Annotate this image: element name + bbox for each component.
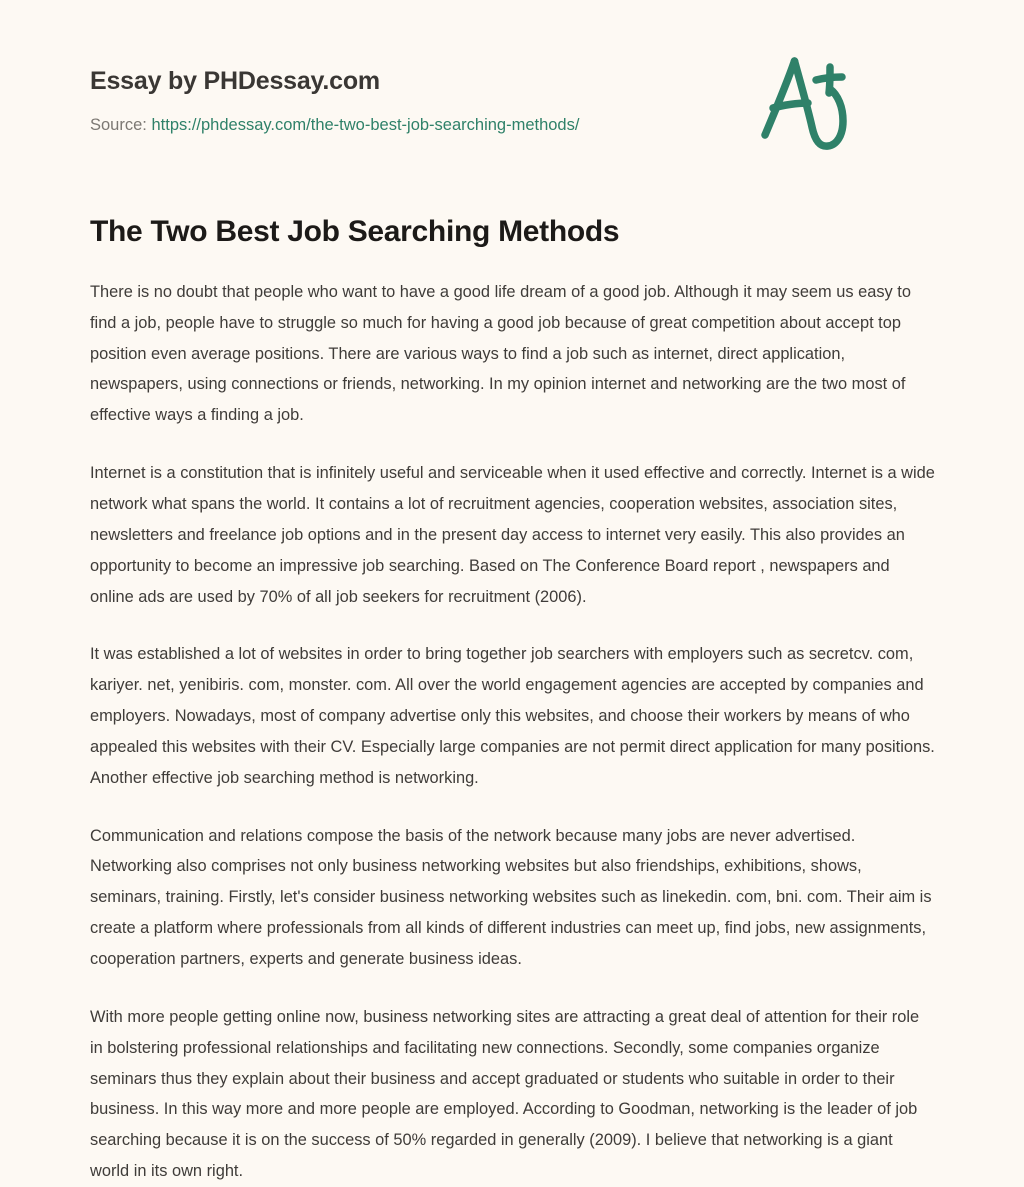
essay-body [90,277,935,1187]
paragraph: It was established a lot of websites in order to bring together job searchers with employers such as secretcv. com, kariyer. net, yenibiris. com, monster. com. All over the world engagement agencies are accepted by companies and employers. Nowadays, most of company advertise only this websites, and choose their workers by means of who appealed this websites with their CV. Especially large companies are not permit direct application for many positions. Another effective job searching method is networking. [90,645,935,787]
paragraph: With more people getting online now, business networking sites are attracting a great deal of attention for their role in bolstering professional relationships and facilitating new connections. Secondly, some companies organize seminars thus they explain about their business and accept graduated or students who suitable in order to their business. In this way more and more people are employed. According to Goodman, networking is the leader of job searching because it is on the success of 50% regarded in generally (2009). I believe that networking is a giant world in its own right. [90,1007,920,1181]
page-title: The Two Best Job Searching Methods [90,215,620,249]
source-label: Source: [90,116,147,134]
brand-title: Essay by PHDessay.com [90,67,380,95]
paragraph: Communication and relations compose the basis of the network because many jobs are never advertised. Networking also comprises not only business networking websites but also friendships, exhibitions, shows, seminars, training. Firstly, let's consider business networking websites such as linekedin. com, bni. com. Their aim is create a platform where professionals from all kinds of different industries can meet up, find jobs, new assignments, cooperation partners, experts and generate business ideas. [90,826,932,968]
source-url-link[interactable]: https://phdessay.com/the-two-best-job-searching-methods/ [151,116,580,134]
document-header [90,0,934,136]
paragraph: There is no doubt that people who want to have a good life dream of a good job. Although it may seem us easy to find a job, people have to struggle so much for having a good job because of great competition about accept top position even average positions. There are various ways to find a job such as internet, direct application, newspapers, using connections or friends, networking. In my opinion internet and networking are the two most of effective ways a finding a job. [90,282,911,425]
phdessay-aplus-logo-icon [742,47,862,157]
paragraph: Internet is a constitution that is infinitely useful and serviceable when it used effective and correctly. Internet is a wide network what spans the world. It contains a lot of recruitment agencies, cooperation websites, association sites, newsletters and freelance job options and in the present day access to internet very easily. This also provides an opportunity to become an impressive job searching. Based on The Conference Board report , newspapers and online ads are used by 70% of all job seekers for recruitment (2006). [90,464,935,606]
